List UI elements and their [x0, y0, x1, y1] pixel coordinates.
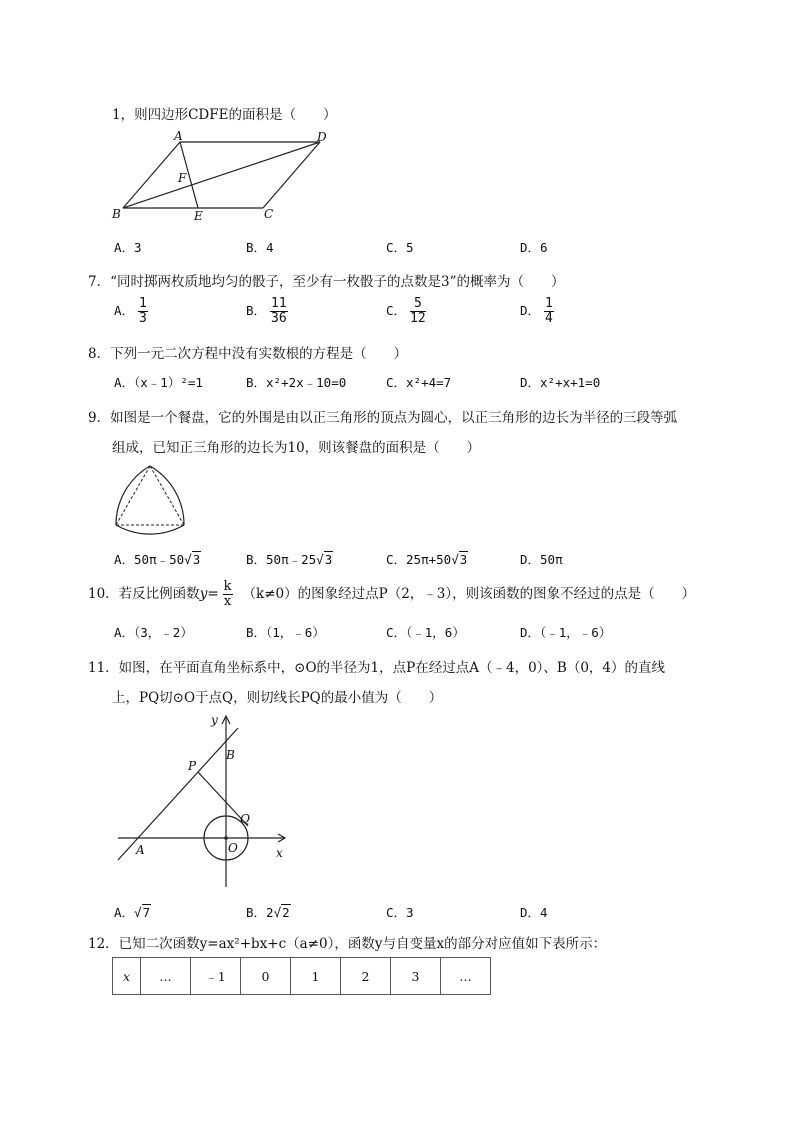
q12-value-table	[112, 957, 491, 995]
axis-label-x: x	[276, 846, 283, 860]
q8-option-d: D．x²+x+1=0	[520, 375, 601, 390]
label-B: B	[226, 748, 235, 762]
table-cell: 2	[341, 958, 391, 995]
table-row	[113, 958, 491, 995]
q10-stem: 10．若反比例函数y= $\frac{k}{x}$ （k≠0）的图象经过点P（2，﹣3），则该函数的图象不经过的点是（ ）	[88, 579, 696, 609]
q7-option-a: A． $\frac{1}{3}$	[114, 296, 147, 326]
q11-option-c: C．3	[386, 905, 414, 920]
q6-option-c: C．5	[386, 240, 414, 255]
label-O: O	[228, 841, 238, 855]
label-D: D	[317, 130, 327, 144]
table-cell: ﹣1	[191, 958, 241, 995]
q8-option-b: B．x²+2x﹣10=0	[246, 375, 347, 390]
q8-option-c: C．x²+4=7	[386, 375, 452, 390]
q7-stem: 7．“同时掷两枚质地均匀的骰子，至少有一枚骰子的点数是3”的概率为（ ）	[88, 274, 565, 290]
q9-stem-line1: 9．如图是一个餐盘，它的外围是由以正三角形的顶点为圆心，以正三角形的边长为半径的三段等弧	[88, 410, 678, 426]
label-C: C	[264, 207, 274, 221]
q11-option-d: D．4	[520, 905, 548, 920]
table-cell: x	[113, 958, 141, 995]
table-cell: …	[141, 958, 191, 995]
q9-option-d: D．50π	[520, 552, 563, 567]
q6-option-a: A．3	[114, 240, 142, 255]
q12-stem: 12．已知二次函数y=ax²+bx+c（a≠0），函数y与自变量x的部分对应值如下表所示：	[88, 936, 607, 952]
q9-option-c: C．25π+50√3	[386, 552, 468, 567]
table-cell: 3	[391, 958, 441, 995]
q7-option-b: B． $\frac{11}{36}$	[246, 296, 287, 326]
q11-stem-line2: 上，PQ切⊙O于点Q，则切线长PQ的最小值为（ ）	[112, 690, 443, 706]
q10-option-a: A．（3，﹣2）	[114, 625, 193, 640]
q10-option-b: B．（1，﹣6）	[246, 625, 325, 640]
q9-option-b: B．50π﹣25√3	[246, 552, 333, 567]
q8-stem: 8．下列一元二次方程中没有实数根的方程是（ ）	[88, 346, 408, 362]
q8-option-a: A．（x﹣1）²=1	[114, 375, 203, 390]
q9-stem-line2: 组成，已知正三角形的边长为10，则该餐盘的面积是（ ）	[112, 440, 481, 456]
table-cell: 1	[291, 958, 341, 995]
q9-option-a: A．50π﹣50√3	[114, 552, 201, 567]
label-A: A	[136, 843, 145, 857]
q11-coordinate-figure	[108, 712, 293, 890]
q11-option-a: A．√7	[114, 905, 151, 920]
q7-option-c: C． $\frac{5}{12}$	[386, 296, 426, 326]
label-E: E	[194, 209, 203, 223]
q6-option-b: B．4	[246, 240, 274, 255]
label-Q: Q	[240, 812, 250, 826]
q10-option-d: D．（﹣1，﹣6）	[520, 625, 612, 640]
label-P: P	[188, 759, 197, 773]
q10-option-c: C．（﹣1，6）	[386, 625, 465, 640]
table-cell: …	[441, 958, 491, 995]
q11-option-b: B．2√2	[246, 905, 290, 920]
label-B: B	[112, 207, 121, 221]
axis-label-y: y	[211, 713, 218, 727]
q6-parallelogram-figure	[108, 128, 338, 226]
q7-option-d: D． $\frac{1}{4}$	[520, 296, 553, 326]
label-F: F	[178, 171, 187, 185]
q9-plate-figure	[108, 458, 193, 542]
label-A: A	[174, 129, 183, 143]
q6-stem: 1，则四边形CDFE的面积是（ ）	[112, 107, 337, 123]
q6-option-d: D．6	[520, 240, 548, 255]
table-cell: 0	[241, 958, 291, 995]
q11-stem-line1: 11．如图，在平面直角坐标系中，⊙O的半径为1，点P在经过点A（﹣4，0）、B（0，4）的直线	[88, 660, 666, 676]
